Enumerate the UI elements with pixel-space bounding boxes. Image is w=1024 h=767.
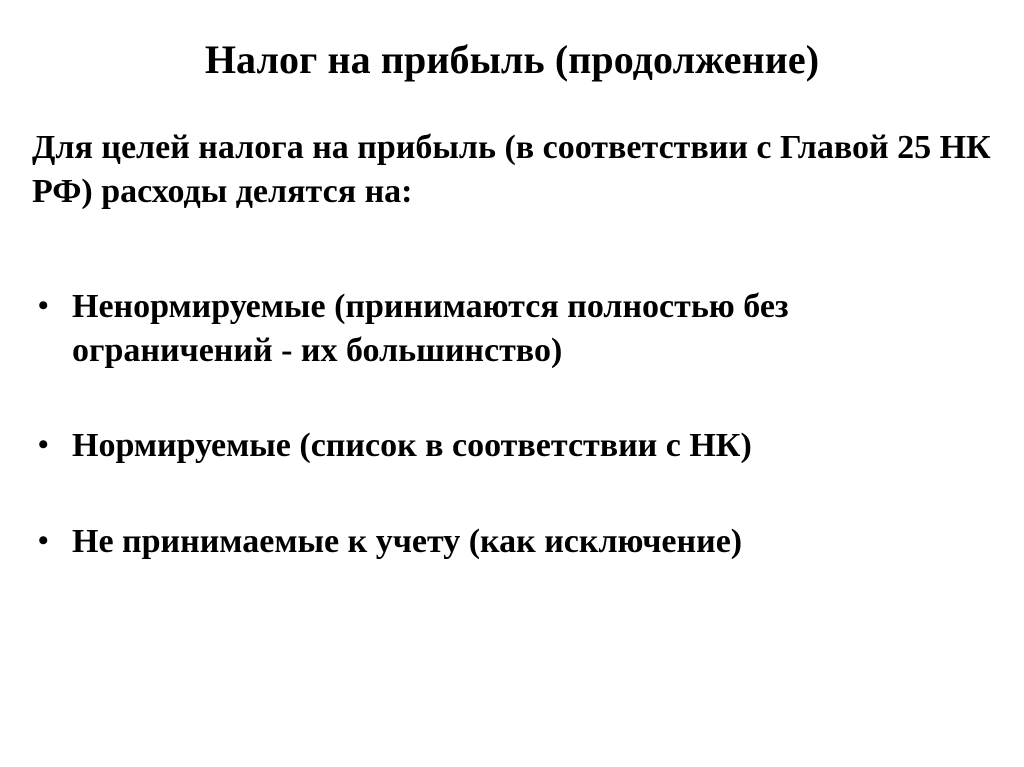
- list-item: [32, 424, 994, 468]
- list-item-label: Ненормируемые (принимаются полностью без ограничений - их большинство): [72, 288, 789, 369]
- bullet-list: [32, 285, 994, 563]
- slide-body: [0, 82, 1024, 563]
- bullet-dot-icon: •: [38, 523, 49, 557]
- lead-paragraph: Для целей налога на прибыль (в соответствии с Главой 25 НК РФ) расходы делятся на:: [32, 129, 991, 210]
- list-item-label: Не принимаемые к учету (как исключение): [72, 522, 743, 560]
- bullet-dot-icon: •: [38, 289, 49, 323]
- list-item: [32, 520, 994, 564]
- page-title: Налог на прибыль (продолжение): [204, 37, 820, 82]
- list-item: [32, 285, 994, 372]
- bullet-dot-icon: •: [38, 428, 49, 462]
- list-item-label: Нормируемые (список в соответствии с НК): [72, 427, 752, 465]
